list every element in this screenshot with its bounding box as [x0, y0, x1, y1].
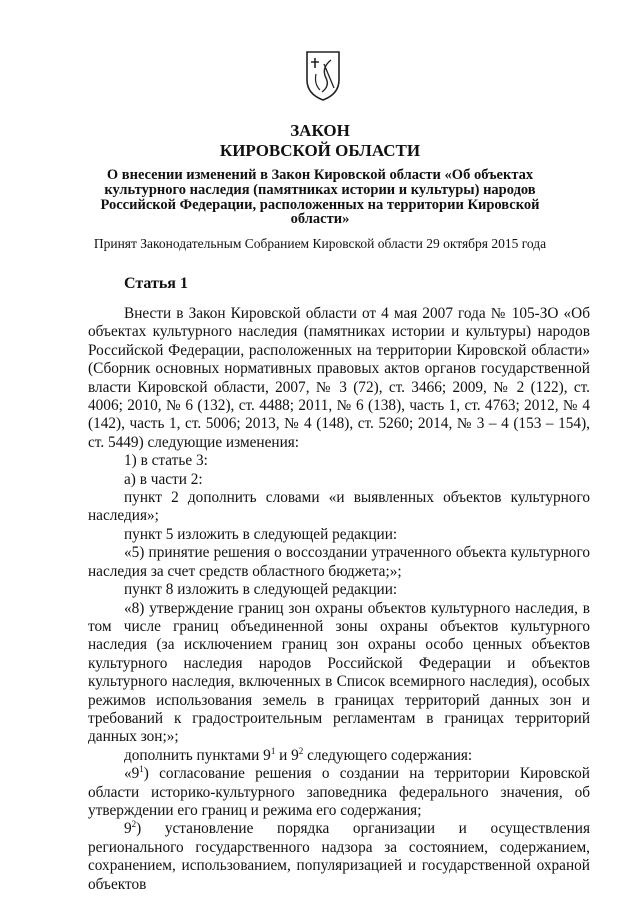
item-1: 1) в статье 3:: [124, 452, 208, 470]
clause-9-1: «$9^1$) согласование решения о создании на территории Кировской области историко-культурного заповедника федерального значения, об утверждении его границ и режима его содержания;: [88, 764, 590, 819]
law-region: КИРОВСКОЙ ОБЛАСТИ: [219, 141, 421, 160]
item-1a: а) в части 2:: [124, 470, 203, 488]
clause-9-intro: дополнить пунктами $9^1$ и $9^2$ следующего содержания:: [124, 745, 473, 764]
article-intro: Внести в Закон Кировской области от 4 мая 2007 года № 105-ЗО «Об объектах культурного наследия (памятниках истории и культуры) народов Российской Федерации, расположенных на территории Кировской области» (Сборник основных нормативных правовых актов органов государственной власти Кировской области, 2007, № 3 (72), ст. 3466; 2009, № 2 (122), ст. 4006; 2010, № 6 (132), ст. 4488; 2011, № 6 (138), часть 1, ст. 4763; 2012, № 4 (142), часть 1, ст. 5006; 2013, № 4 (148), ст. 5260; 2014, № 3 – 4 (153 – 154), ст. 5449) следующие изменения:: [88, 305, 590, 451]
adoption-note: Принят Законодательным Собранием Кировской области 29 октября 2015 года: [93, 236, 547, 251]
law-subtitle: О внесении изменений в Закон Кировской области «Об объектах культурного наследия (памятниках истории и культуры) народов Российской Федерации, расположенных на территории Кировской области»: [100, 167, 540, 228]
law-title: ЗАКОН: [290, 121, 350, 140]
clause-5-text: «5) принятие решения о воссоздании утраченного объекта культурного наследия за счет средств областного бюджета;»;: [88, 544, 590, 580]
clause-9-2: $9^2$) установление порядка организации и осуществления регионального государственного надзора за состоянием, содержанием, сохранением, использованием, популяризацией и государственной охраной объектов: [88, 819, 590, 893]
clause-8-intro: пункт 8 изложить в следующей редакции:: [124, 581, 398, 599]
article-body: [88, 305, 590, 894]
clause-5-intro: пункт 5 изложить в следующей редакции:: [124, 525, 398, 543]
article-heading: Статья 1: [124, 275, 188, 292]
coat-of-arms-icon: [304, 50, 342, 102]
clause-8-text: «8) утверждение границ зон охраны объектов культурного наследия, в том числе границ объединенной зоны охраны объектов культурного наследия (за исключением границ зон охраны особо ценных объектов культурного наследия народов Российской Федерации и объектов культурного наследия, включенных в Список всемирного наследия), особых режимов использования земель в границах территорий данных зон и требований к градостроительным регламентам в границах территорий данных зон;»;: [88, 599, 590, 746]
clause-2: пункт 2 дополнить словами «и выявленных объектов культурного наследия»;: [88, 489, 590, 525]
